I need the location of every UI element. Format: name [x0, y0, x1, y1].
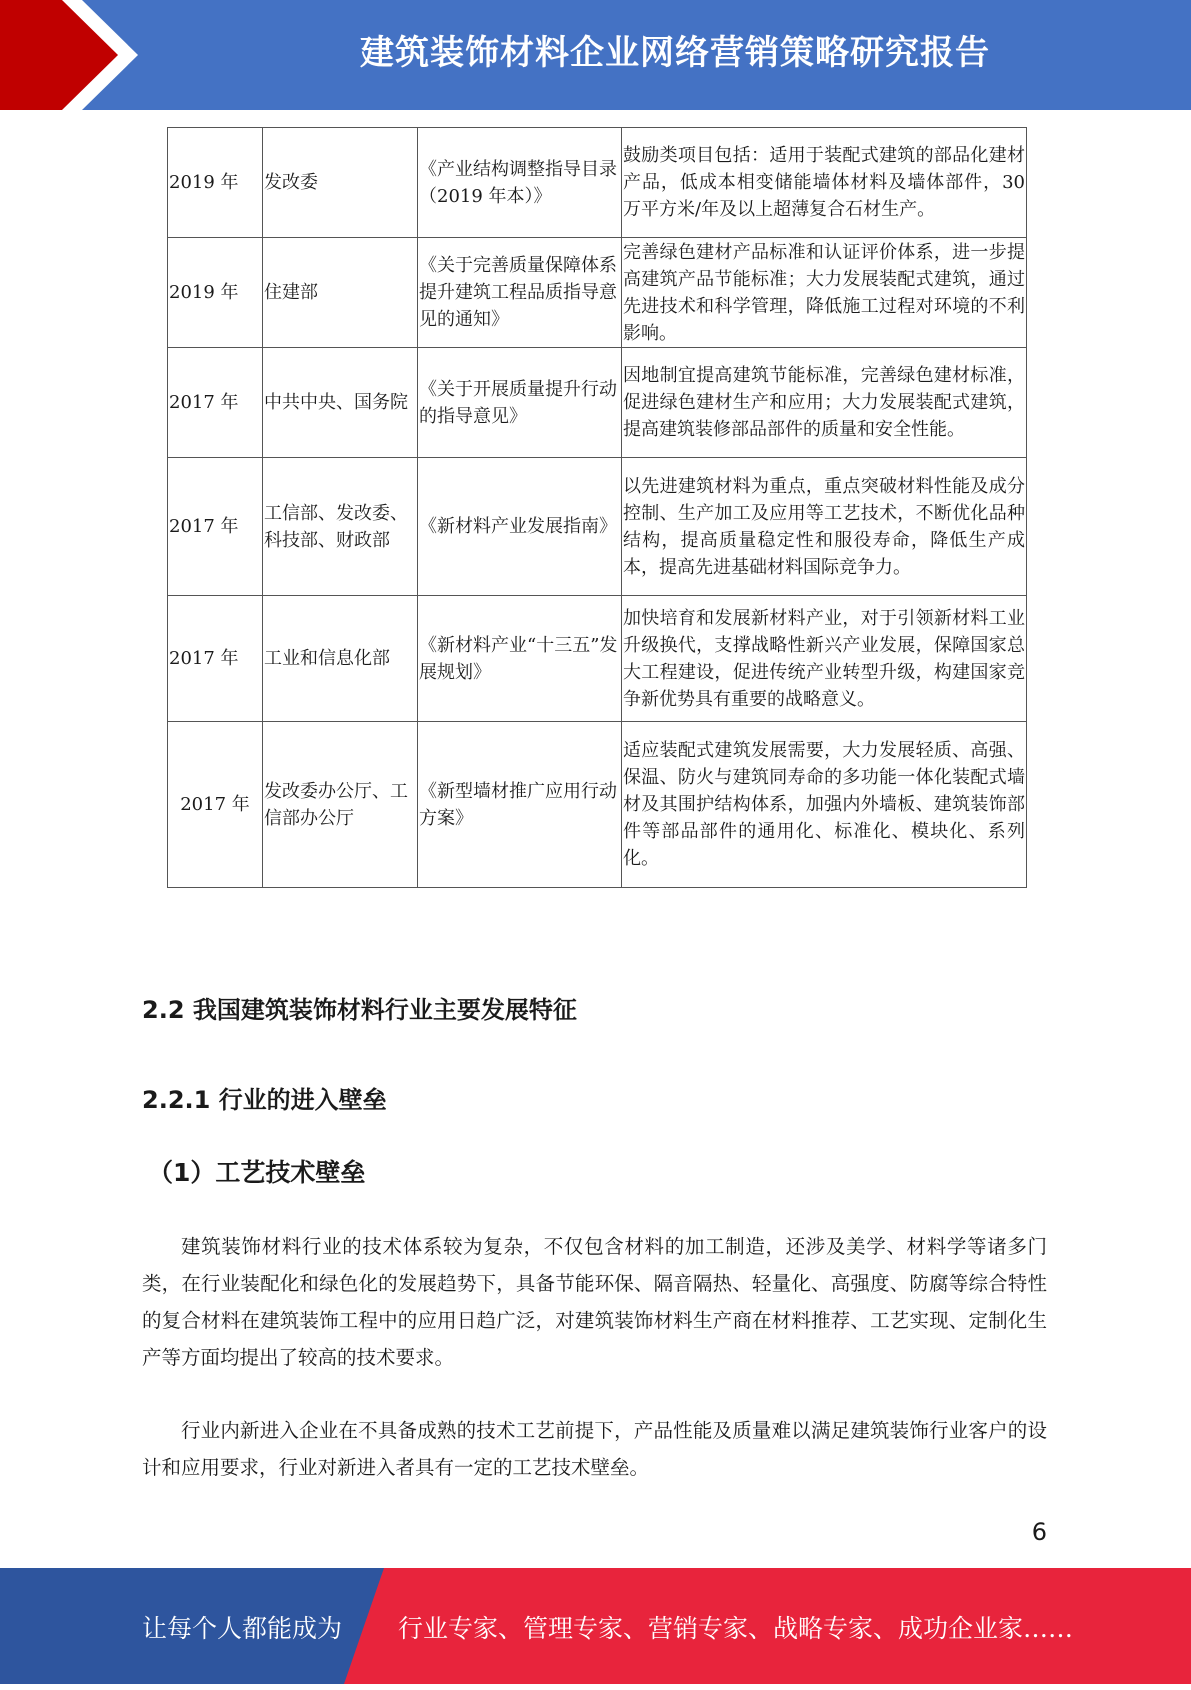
body-paragraph: 建筑装饰材料行业的技术体系较为复杂，不仅包含材料的加工制造，还涉及美学、材料学等诸多门类，在行业装配化和绿色化的发展趋势下，具备节能环保、隔音隔热、轻量化、高强度、防腐等综合特性的复合材料在建筑装饰工程中的应用日趋广泛，对建筑装饰材料生产商在材料推荐、工艺实现、定制化生产等方面均提出了较高的技术要求。 [142, 1235, 1047, 1369]
year-cell: 2017 年 [168, 596, 263, 722]
table-row [168, 596, 1027, 722]
year-cell: 2017 年 [168, 722, 263, 888]
table-row [168, 238, 1027, 348]
report-title: 建筑装饰材料企业网络营销策略研究报告 [360, 33, 990, 73]
header-arrow-decoration [0, 0, 160, 110]
document-cell: 《产业结构调整指导目录（2019 年本）》 [418, 128, 622, 238]
year-cell: 2019 年 [168, 238, 263, 348]
table-row [168, 458, 1027, 596]
year-cell: 2017 年 [168, 348, 263, 458]
policy-table [167, 127, 1027, 888]
document-cell: 《新材料产业发展指南》 [418, 458, 622, 596]
footer-slogan-left: 让每个人都能成为 [142, 1614, 343, 1643]
content-cell: 以先进建筑材料为重点，重点突破材料性能及成分控制、生产加工及应用等工艺技术，不断优化品种结构，提高质量稳定性和服役寿命，降低生产成本，提高先进基础材料国际竞争力。 [622, 458, 1027, 596]
page-header [0, 0, 1191, 110]
document-cell: 《新材料产业“十三五”发展规划》 [418, 596, 622, 722]
department-cell: 发改委办公厅、工信部办公厅 [263, 722, 418, 888]
page-footer [0, 1568, 1191, 1684]
department-cell: 住建部 [263, 238, 418, 348]
department-cell: 工信部、发改委、科技部、财政部 [263, 458, 418, 596]
body-paragraph: 行业内新进入企业在不具备成熟的技术工艺前提下，产品性能及质量难以满足建筑装饰行业客户的设计和应用要求，行业对新进入者具有一定的工艺技术壁垒。 [142, 1419, 1047, 1479]
sub-subsection-heading: （1）工艺技术壁垒 [148, 1158, 366, 1187]
department-cell: 中共中央、国务院 [263, 348, 418, 458]
department-cell: 发改委 [263, 128, 418, 238]
document-cell: 《关于完善质量保障体系提升建筑工程品质指导意见的通知》 [418, 238, 622, 348]
content-cell: 加快培育和发展新材料产业，对于引领新材料工业升级换代，支撑战略性新兴产业发展，保障国家总大工程建设，促进传统产业转型升级，构建国家竞争新优势具有重要的战略意义。 [622, 596, 1027, 722]
content-cell: 鼓励类项目包括：适用于装配式建筑的部品化建材产品，低成本相变储能墙体材料及墙体部件，30 万平方米/年及以上超薄复合石材生产。 [622, 128, 1027, 238]
subsection-heading: 2.2.1 行业的进入壁垒 [142, 1086, 387, 1114]
document-cell: 《关于开展质量提升行动的指导意见》 [418, 348, 622, 458]
year-cell: 2017 年 [168, 458, 263, 596]
section-heading: 2.2 我国建筑装饰材料行业主要发展特征 [142, 996, 577, 1024]
table-row [168, 128, 1027, 238]
content-cell: 适应装配式建筑发展需要，大力发展轻质、高强、保温、防火与建筑同寿命的多功能一体化装配式墙材及其围护结构体系，加强内外墙板、建筑装饰部件等部品部件的通用化、标准化、模块化、系列化。 [622, 722, 1027, 888]
document-cell: 《新型墙材推广应用行动方案》 [418, 722, 622, 888]
page-number: 6 [1031, 1518, 1047, 1546]
footer-slogan-right: 行业专家、管理专家、营销专家、战略专家、成功企业家…… [398, 1614, 1074, 1643]
table-row [168, 722, 1027, 888]
year-cell: 2019 年 [168, 128, 263, 238]
content-cell: 完善绿色建材产品标准和认证评价体系，进一步提高建筑产品节能标准；大力发展装配式建筑，通过先进技术和科学管理，降低施工过程对环境的不利影响。 [622, 238, 1027, 348]
department-cell: 工业和信息化部 [263, 596, 418, 722]
content-cell: 因地制宜提高建筑节能标准，完善绿色建材标准，促进绿色建材生产和应用；大力发展装配式建筑，提高建筑装修部品部件的质量和安全性能。 [622, 348, 1027, 458]
table-row [168, 348, 1027, 458]
